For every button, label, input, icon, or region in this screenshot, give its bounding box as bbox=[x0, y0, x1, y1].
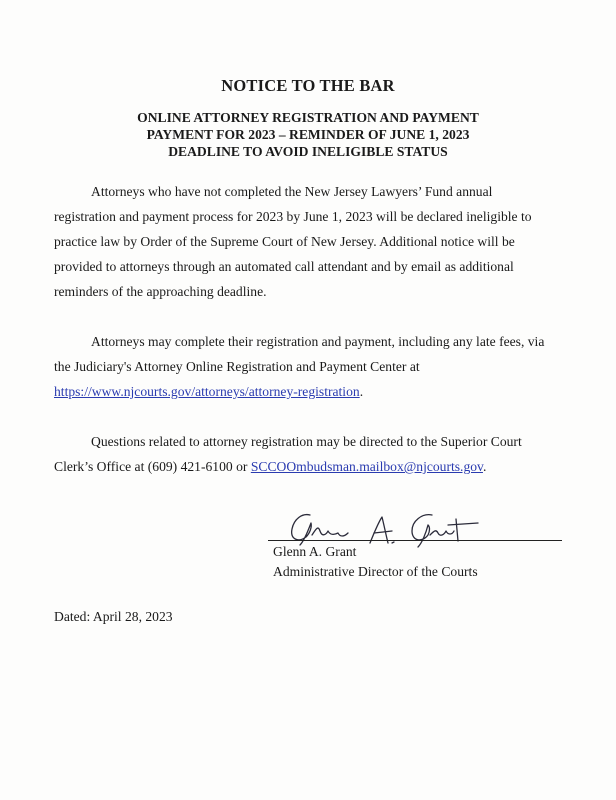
ombudsman-email-link[interactable]: SCCOOmbudsman.mailbox@njcourts.gov bbox=[250, 459, 483, 474]
paragraph-line: Attorneys who have not completed the New Jersey Lawyers’ Fund annual bbox=[91, 184, 493, 199]
paragraph-line: practice law by Order of the Supreme Court of New Jersey. Additional notice will be bbox=[54, 234, 515, 249]
paragraph-registration bbox=[54, 329, 574, 404]
period: . bbox=[482, 459, 487, 474]
signature-block bbox=[273, 542, 478, 582]
signature-line bbox=[268, 540, 562, 541]
paragraph-line: Questions related to attorney registration may be directed to the Superior Court bbox=[91, 434, 522, 449]
signer-title: Administrative Director of the Courts bbox=[273, 564, 478, 579]
paragraph-questions bbox=[54, 429, 574, 479]
paragraph-deadline bbox=[54, 179, 574, 304]
date-line: Dated: April 28, 2023 bbox=[54, 609, 173, 624]
clerk-phone-text: Clerk’s Office at (609) 421-6100 or bbox=[54, 459, 251, 474]
paragraph-line bbox=[54, 379, 574, 404]
paragraph-line: registration and payment process for 2023 by June 1, 2023 will be declared ineligible to bbox=[54, 209, 532, 224]
notice-subtitle bbox=[0, 109, 616, 160]
paragraph-line bbox=[54, 454, 574, 479]
subtitle-line: ONLINE ATTORNEY REGISTRATION AND PAYMENT bbox=[137, 110, 479, 125]
subtitle-line: PAYMENT FOR 2023 – REMINDER OF JUNE 1, 2023 bbox=[146, 127, 470, 142]
registration-link[interactable]: https://www.njcourts.gov/attorneys/attorney-registration bbox=[54, 384, 360, 399]
paragraph-line: provided to attorneys through an automated call attendant and by email as additional bbox=[54, 259, 514, 274]
period: . bbox=[359, 384, 364, 399]
notice-title: NOTICE TO THE BAR bbox=[221, 76, 395, 95]
paragraph-line: the Judiciary's Attorney Online Registration and Payment Center at bbox=[54, 359, 420, 374]
signer-name: Glenn A. Grant bbox=[273, 544, 357, 559]
paragraph-line: Attorneys may complete their registration and payment, including any late fees, via bbox=[91, 334, 545, 349]
paragraph-line: reminders of the approaching deadline. bbox=[54, 284, 267, 299]
subtitle-line: DEADLINE TO AVOID INELIGIBLE STATUS bbox=[168, 144, 448, 159]
